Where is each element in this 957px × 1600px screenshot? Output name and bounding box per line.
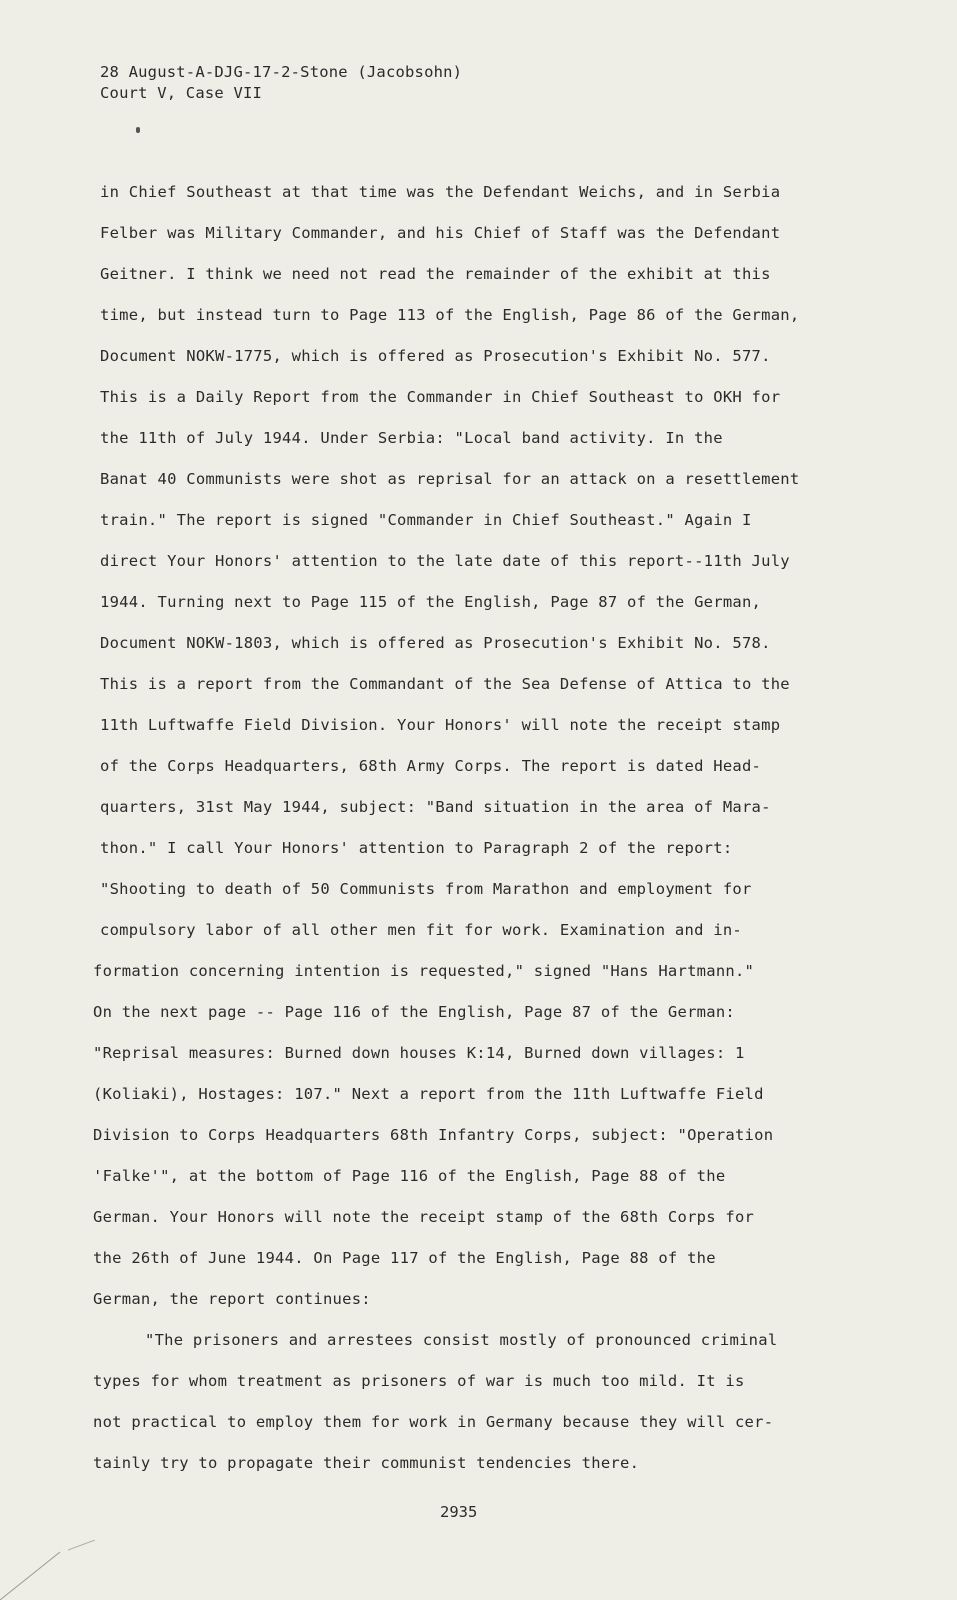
body-line: time, but instead turn to Page 113 of the English, Page 86 of the German, <box>100 306 800 324</box>
body-line: Geitner. I think we need not read the remainder of the exhibit at this <box>100 265 771 283</box>
body-line: 11th Luftwaffe Field Division. Your Honors' will note the receipt stamp <box>100 716 781 734</box>
body-line: thon." I call Your Honors' attention to Paragraph 2 of the report: <box>100 839 733 857</box>
body-line: German, the report continues: <box>93 1290 371 1308</box>
body-line: compulsory labor of all other men fit for work. Examination and in- <box>100 921 742 939</box>
body-line: German. Your Honors will note the receipt stamp of the 68th Corps for <box>93 1208 755 1226</box>
header-court-line: Court V, Case VII <box>100 84 263 102</box>
body-line: direct Your Honors' attention to the late date of this report--11th July <box>100 552 790 570</box>
body-line: This is a Daily Report from the Commander in Chief Southeast to OKH for <box>100 388 781 406</box>
body-line: 'Falke'", at the bottom of Page 116 of the English, Page 88 of the <box>93 1167 726 1185</box>
body-line: Document NOKW-1775, which is offered as Prosecution's Exhibit No. 577. <box>100 347 771 365</box>
body-line: 1944. Turning next to Page 115 of the English, Page 87 of the German, <box>100 593 762 611</box>
body-line: Division to Corps Headquarters 68th Infantry Corps, subject: "Operation <box>93 1126 774 1144</box>
body-line: "Reprisal measures: Burned down houses K:14, Burned down villages: 1 <box>93 1044 745 1062</box>
body-line: the 26th of June 1944. On Page 117 of the English, Page 88 of the <box>93 1249 716 1267</box>
body-line: Banat 40 Communists were shot as reprisal for an attack on a resettlement <box>100 470 800 488</box>
body-line: the 11th of July 1944. Under Serbia: "Local band activity. In the <box>100 429 723 447</box>
body-line: (Koliaki), Hostages: 107." Next a report from the 11th Luftwaffe Field <box>93 1085 764 1103</box>
ink-speck <box>136 127 140 133</box>
body-line: Felber was Military Commander, and his Chief of Staff was the Defendant <box>100 224 781 242</box>
quote-line: not practical to employ them for work in Germany because they will cer- <box>93 1413 774 1431</box>
body-line: Document NOKW-1803, which is offered as Prosecution's Exhibit No. 578. <box>100 634 771 652</box>
body-line: formation concerning intention is requested," signed "Hans Hartmann." <box>93 962 755 980</box>
body-line: On the next page -- Page 116 of the English, Page 87 of the German: <box>93 1003 735 1021</box>
body-line: quarters, 31st May 1944, subject: "Band situation in the area of Mara- <box>100 798 771 816</box>
body-line: This is a report from the Commandant of the Sea Defense of Attica to the <box>100 675 790 693</box>
quote-line: types for whom treatment as prisoners of war is much too mild. It is <box>93 1372 745 1390</box>
header-reference-line: 28 August-A-DJG-17-2-Stone (Jacobsohn) <box>100 63 463 81</box>
body-line: in Chief Southeast at that time was the Defendant Weichs, and in Serbia <box>100 183 781 201</box>
body-line: of the Corps Headquarters, 68th Army Corps. The report is dated Head- <box>100 757 762 775</box>
body-line: "Shooting to death of 50 Communists from Marathon and employment for <box>100 880 752 898</box>
body-line: train." The report is signed "Commander in Chief Southeast." Again I <box>100 511 752 529</box>
page-number: 2935 <box>440 1503 478 1521</box>
quote-line: "The prisoners and arrestees consist mostly of pronounced criminal <box>145 1331 778 1349</box>
paper-fold-mark <box>0 1540 120 1600</box>
quote-line: tainly try to propagate their communist tendencies there. <box>93 1454 640 1472</box>
